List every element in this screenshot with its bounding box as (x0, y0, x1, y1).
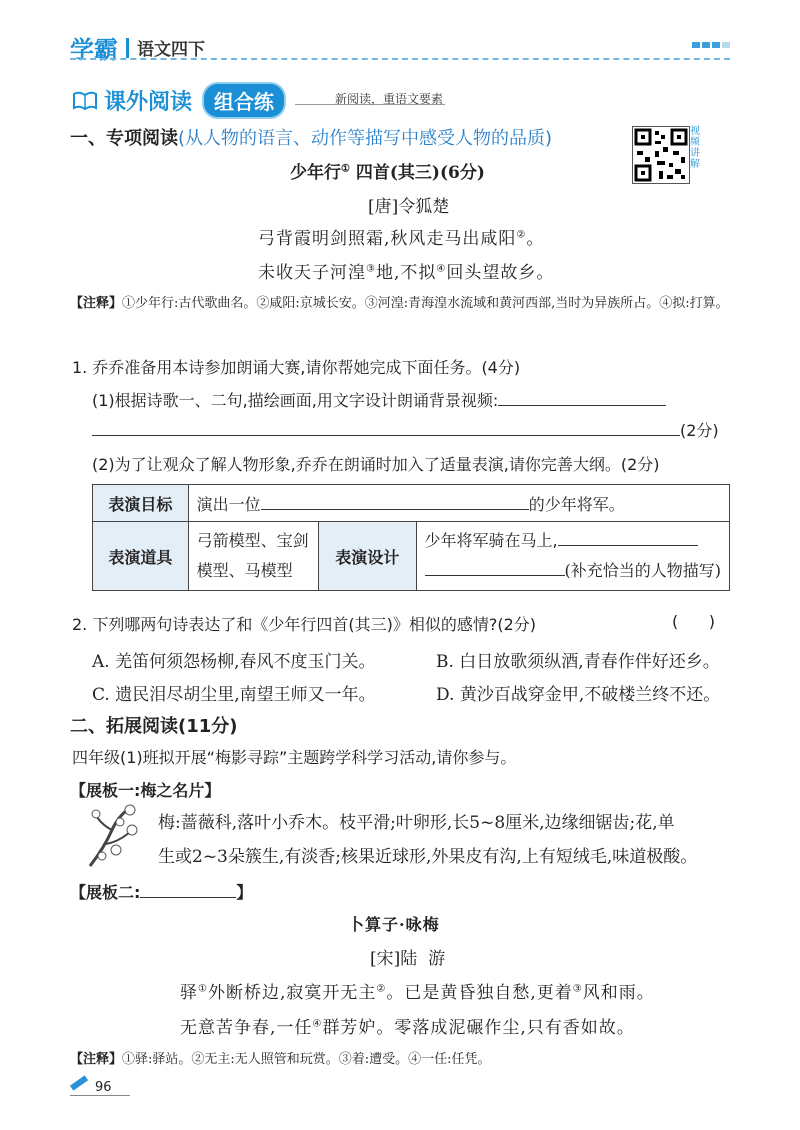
qr-code-icon[interactable] (632, 126, 690, 184)
props-header: 表演道具 (93, 522, 189, 591)
banner-title: 课外阅读 (104, 90, 193, 115)
table-row (93, 522, 730, 591)
goal-blank[interactable] (261, 509, 529, 510)
note-mark-4: ④ (312, 1018, 323, 1030)
book-icon (72, 91, 98, 111)
board-2-title-b: 】 (236, 883, 253, 902)
note-mark-4: ④ (436, 263, 447, 275)
logo-text: 学霸 (70, 36, 118, 64)
page-number: 96 (95, 1080, 112, 1095)
poem-1-line-2 (258, 258, 554, 283)
question-1: 1. 乔乔准备用本诗参加朗诵大赛,请你帮她完成下面任务。(4分) (72, 358, 521, 377)
answer-blank-1a[interactable] (498, 405, 666, 406)
qr-label: 视频讲解 (690, 126, 700, 170)
poem-2-author: [宋]陆 游 (370, 949, 446, 969)
note-mark-2: ② (376, 983, 387, 995)
pencil-icon (70, 1075, 88, 1090)
poem-2-line-2-b: 群芳妒。零落成泥碾作尘,只有香如故。 (322, 1018, 635, 1038)
option-a[interactable]: A. 羌笛何须怨杨柳,春风不度玉门关。 (92, 652, 376, 672)
poem-1-line-1-text: 弓背霞明剑照霜,秋风走马出咸阳 (258, 229, 517, 249)
notes-label: 【注释】 (70, 296, 123, 311)
design-blank-1[interactable] (558, 545, 698, 546)
section-2-heading: 二、拓展阅读(11分) (70, 716, 238, 737)
poem-2-line-1-a: 驿 (180, 983, 198, 1003)
note-mark-1: ① (198, 983, 208, 995)
section-1-heading (70, 124, 552, 150)
option-b[interactable]: B. 白日放歌须纵酒,青春作伴好还乡。 (436, 652, 720, 672)
poem-2-line-2-a: 无意苦争春,一任 (180, 1018, 313, 1038)
question-1-2: (2)为了让观众了解人物形象,乔乔在朗诵时加入了适量表演,请你完善大纲。(2分) (92, 455, 660, 474)
board-1-title: 【展板一:梅之名片】 (70, 781, 221, 800)
poem-1-line-2-a: 未收天子河湟 (258, 263, 366, 283)
section-1-hint: (从人物的语言、动作等描写中感受人物的品质) (178, 128, 553, 149)
banner-note: 新阅读，重语文要素 (335, 92, 444, 106)
footer-divider (70, 1095, 130, 1096)
performance-outline-table (92, 484, 730, 591)
board-2-blank[interactable] (140, 897, 236, 898)
section-banner (72, 82, 286, 119)
board-2-title (70, 880, 252, 903)
table-row (93, 485, 730, 522)
poem-1-notes (70, 293, 730, 315)
design-line-1 (425, 526, 722, 556)
notes-text: ①驿:驿站。②无主:无人照管和玩赏。③着:遭受。④一任:任凭。 (122, 1052, 491, 1067)
note-mark-1: ① (341, 163, 350, 175)
goal-text-b: 的少年将军。 (528, 494, 625, 514)
poem-1-title (290, 158, 485, 183)
goal-text-a: 演出一位 (196, 494, 261, 514)
note-mark-3: ③ (572, 983, 583, 995)
props-cell: 弓箭模型、宝剑模型、马模型 (188, 522, 318, 591)
poem-1-line-2-b: 地,不拟 (375, 263, 437, 283)
board-1-text-2: 生或2~3朵簇生,有淡香;核果近球形,外果皮有沟,上有短绒毛,味道极酸。 (158, 847, 698, 867)
banner-underline (295, 104, 445, 105)
goal-cell (188, 485, 729, 522)
design-blank-2[interactable] (425, 575, 565, 576)
header-divider (70, 58, 730, 60)
section-1-title: 一、专项阅读 (70, 128, 178, 149)
logo-divider (126, 38, 129, 58)
poem-2-line-1-c: 。已是黄昏独自愁,更着 (386, 983, 573, 1003)
question-1-1-score: (2分) (680, 421, 719, 440)
poem-2-line-1 (180, 978, 655, 1003)
poem-2-line-2 (180, 1013, 635, 1038)
option-d[interactable]: D. 黄沙百战穿金甲,不破楼兰终不还。 (436, 685, 721, 705)
option-c[interactable]: C. 遗民泪尽胡尘里,南望王师又一年。 (92, 685, 376, 705)
board-2-title-a: 【展板二: (70, 883, 141, 902)
goal-header: 表演目标 (93, 485, 189, 522)
question-1-1-text: (1)根据诗歌一、二句,描绘画面,用文字设计朗诵背景视频: (92, 391, 499, 410)
answer-line-1b-row (92, 418, 719, 441)
design-cell (416, 522, 730, 591)
board-1-text-1: 梅:蔷薇科,落叶小乔木。枝平滑;叶卵形,长5~8厘米,边缘细锯齿;花,单 (158, 813, 675, 833)
banner-pill: 组合练 (202, 82, 286, 119)
note-mark-3: ③ (366, 263, 376, 275)
question-2: 2. 下列哪两句诗表达了和《少年行四首(其三)》相似的感情?(2分) (72, 615, 536, 634)
notes-label: 【注释】 (70, 1052, 123, 1067)
poem-2-title: 卜算子·咏梅 (348, 915, 440, 934)
answer-paren[interactable]: ( ) (672, 612, 715, 631)
notes-text: ①少年行:古代歌曲名。②咸阳:京城长安。③河湟:青海湟水流域和黄河西部,当时为异族所占。④拟:打算。 (122, 296, 729, 311)
poem-2-line-1-d: 风和雨。 (582, 983, 655, 1003)
design-line-2 (425, 556, 722, 586)
poem-1-title-main: 少年行 (290, 163, 341, 183)
answer-blank-1b[interactable] (92, 435, 680, 436)
section-2-intro: 四年级(1)班拟开展“梅影寻踪”主题跨学科学习活动,请你参与。 (72, 748, 517, 767)
design-header: 表演设计 (319, 522, 416, 591)
poem-1-line-1-end: 。 (526, 229, 545, 249)
poem-2-notes (70, 1048, 491, 1067)
question-1-1 (92, 388, 666, 411)
header-dots (692, 42, 730, 48)
subject-label: 语文四下 (137, 40, 205, 60)
poem-1-author: [唐]令狐楚 (368, 197, 450, 217)
plum-blossom-icon (86, 800, 142, 868)
poem-2-line-1-b: 外断桥边,寂寞开无主 (207, 983, 377, 1003)
note-mark-2: ② (516, 229, 527, 241)
poem-1-line-2-c: 回头望故乡。 (446, 263, 555, 283)
design-hint: (补充恰当的人物描写) (564, 561, 721, 580)
poem-1-title-rest: 四首(其三)(6分) (355, 163, 485, 183)
poem-1-line-1 (258, 224, 544, 249)
design-text-a: 少年将军骑在马上, (424, 531, 558, 550)
